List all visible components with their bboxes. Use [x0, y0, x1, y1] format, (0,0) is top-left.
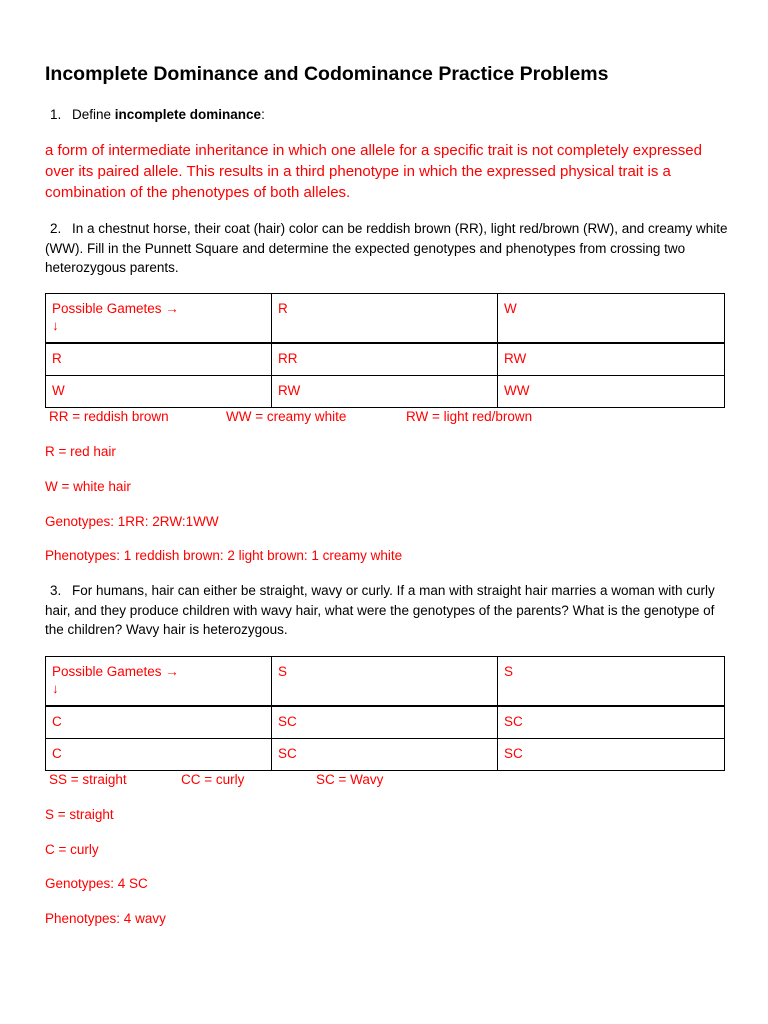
- answer-line: R = red hair: [45, 444, 116, 459]
- table-row: [46, 294, 725, 344]
- question-1-suffix: :: [261, 107, 265, 122]
- question-1-number: 1.: [50, 107, 62, 122]
- table-cell: RW: [498, 343, 725, 376]
- punnett-square-horse: [45, 293, 725, 408]
- question-1-prefix: Define: [72, 107, 115, 122]
- page-title: Incomplete Dominance and Codominance Practice Problems: [45, 63, 609, 85]
- question-3: [45, 581, 735, 640]
- phenotypes-line: Phenotypes: 4 wavy: [45, 911, 166, 926]
- gametes-label: Possible Gametes →: [52, 301, 179, 316]
- table-cell: C: [46, 706, 272, 739]
- answer-line: W = white hair: [45, 479, 131, 494]
- question-2-text: In a chestnut horse, their coat (hair) color can be reddish brown (RR), light red/brown (RW), and creamy white (WW). Fill in the Punnett Square and determine the expected genotypes and phenotypes from crossing two heterozygous parents.: [45, 221, 728, 275]
- question-3-text: For humans, hair can either be straight, wavy or curly. If a man with straight hair marries a woman with curly hair, and they produce children with wavy hair, what were the genotypes of the parents? What is the genotype of the children? Wavy hair is heterozygous.: [45, 583, 715, 637]
- table-row: [46, 343, 725, 376]
- table-cell: SC: [498, 706, 725, 739]
- gametes-label: Possible Gametes →: [52, 664, 179, 679]
- key-item: WW = creamy white: [226, 409, 347, 424]
- table-cell: SC: [272, 706, 498, 739]
- key-item: RW = light red/brown: [406, 409, 533, 424]
- key-item: SS = straight: [49, 772, 127, 787]
- question-2-number: 2.: [50, 221, 62, 236]
- table-cell: R: [272, 294, 498, 344]
- genotypes-line: Genotypes: 1RR: 2RW:1WW: [45, 514, 219, 529]
- down-arrow: ↓: [52, 318, 59, 333]
- punnett-square-hair: [45, 656, 725, 771]
- table-cell: RW: [272, 376, 498, 408]
- table-cell: WW: [498, 376, 725, 408]
- answer-line: C = curly: [45, 842, 99, 857]
- table-cell: S: [498, 657, 725, 707]
- question-2: [45, 219, 735, 278]
- table-row: [46, 376, 725, 408]
- genotypes-line: Genotypes: 4 SC: [45, 876, 148, 891]
- table-cell: RR: [272, 343, 498, 376]
- table-row: [46, 706, 725, 739]
- question-1-answer: a form of intermediate inheritance in which one allele for a specific trait is not completely expressed over its paired allele. This results in a third phenotype in which the expressed physical trait is a combination of the phenotypes of both alleles.: [45, 142, 702, 201]
- table-cell: W: [46, 376, 272, 408]
- question-1: [45, 105, 265, 125]
- answer-line: S = straight: [45, 807, 114, 822]
- table-cell: SC: [498, 739, 725, 771]
- table-cell: SC: [272, 739, 498, 771]
- table-cell-gametes: [46, 657, 272, 707]
- table-cell: S: [272, 657, 498, 707]
- down-arrow: ↓: [52, 681, 59, 696]
- table-cell: W: [498, 294, 725, 344]
- key-item: CC = curly: [181, 772, 245, 787]
- question-3-number: 3.: [50, 583, 62, 598]
- key-item: RR = reddish brown: [49, 409, 169, 424]
- phenotypes-line: Phenotypes: 1 reddish brown: 2 light brown: 1 creamy white: [45, 548, 403, 563]
- table-cell-gametes: [46, 294, 272, 344]
- table-row: [46, 657, 725, 707]
- key-item: SC = Wavy: [316, 772, 384, 787]
- table-cell: C: [46, 739, 272, 771]
- question-1-term: incomplete dominance: [114, 107, 262, 122]
- table-cell: R: [46, 343, 272, 376]
- table-row: [46, 739, 725, 771]
